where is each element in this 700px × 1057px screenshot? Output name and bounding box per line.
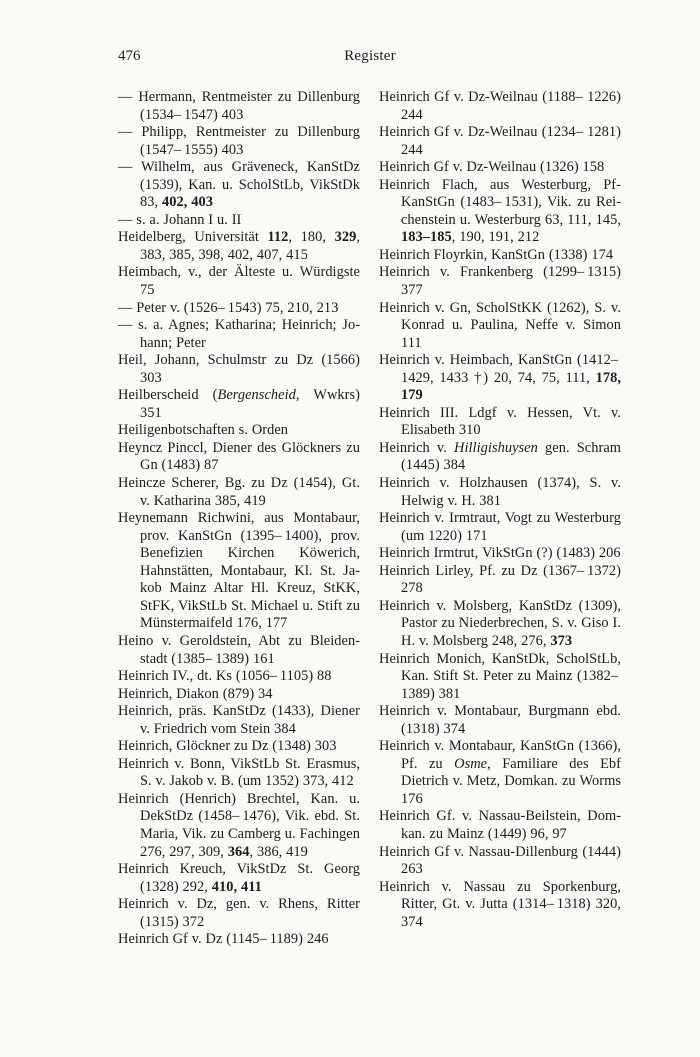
entry-text-segment: 402, 403 [162,194,213,211]
entry-text-segment: Heinrich v. Montabaur, KanStGn (1366), Pf. zu [379,738,621,772]
index-entry [118,212,360,230]
entry-text-segment: Heyncz Pinccl, Diener des Glöckners zu Gn (1483) 87 [118,439,360,474]
index-entry [118,89,360,124]
entry-text-segment: , Wwkrs) 351 [140,387,360,421]
index-entry [379,879,621,932]
index-entry [118,264,360,299]
index-entry [379,563,621,598]
index-entry [118,124,360,159]
entry-text-segment: Heinrich Gf v. Dz-Weilnau (1326) 158 [379,159,605,176]
index-entry [379,89,621,124]
index-entry [118,861,360,896]
entry-text-segment: Heiligenbotschaften s. Orden [118,422,289,439]
index-entry [118,475,360,510]
running-title: Register [344,48,396,64]
entry-text-segment: , 180, [288,229,335,246]
entry-text-segment: Heinrich Gf v. Dz-Weilnau (1188– 1226) 244 [379,89,621,123]
entry-text-segment: 373 [550,632,573,649]
index-entry [118,440,360,475]
index-entry [379,247,621,265]
index-entry [118,422,360,440]
index-entry [379,159,621,177]
entry-text-segment: Heinrich Irmtrut, VikStGn (?) (1483) 206 [379,545,621,562]
index-column-right [379,89,621,949]
entry-text-segment: Heynemann Richwini, aus Montabaur, prov. KanStGn (1395– 1400), prov. Benefizien Kirchen Köwerich, Hahnstätten, Montabaur, Kl. St. Jakob Mainz Altar Hl. Kreuz, StKK, StFK, VikStLb St. Michael u. Stift zu Münstermaifeld 176, 177 [118,510,360,632]
index-entry [118,352,360,387]
index-entry [379,177,621,247]
entry-text-segment: Heinrich v. Montabaur, Burgmann ebd. (1318) 374 [379,703,621,737]
entry-text-segment: 183–185 [401,229,452,246]
entry-text-segment: 410, 411 [211,878,262,895]
entry-text-segment: , 383, 385, 398, 402, 407, 415 [140,229,360,263]
entry-text-segment: Heimbach, v., der Älteste u. Würdigste 75 [118,264,360,299]
entry-text-segment: Heinrich v. Holzhausen (1374), S. v. Helwig v. H. 381 [379,475,621,509]
index-entry [118,756,360,791]
entry-text-segment: Heinrich Gf v. Nassau-Dillenburg (1444) 263 [379,843,621,878]
index-entry [118,159,360,212]
entry-text-segment: Heinrich IV., dt. Ks (1056– 1105) 88 [118,668,332,685]
entry-text-segment: — Wilhelm, aus Gräveneck, KanStDz (1539), Kan. u. ScholStLb, VikStDk 83, [118,159,360,211]
index-entry [379,124,621,159]
entry-text-segment: Heinrich v. Frankenberg (1299– 1315) 377 [379,264,621,299]
entry-text-segment: Heinrich v. Molsberg, KanStDz (1309), Pastor zu Niederbrechen, S. v. Giso I. H. v. Molsberg 248, 276, [379,597,621,649]
index-entry [379,738,621,808]
entry-text-segment: Heinrich v. Irmtraut, Vogt zu Westerburg (um 1220) 171 [379,510,621,544]
entry-text-segment: gen. Schram (1445) 384 [401,439,621,474]
entry-text-segment: — Philipp, Rentmeister zu Dillenburg (1547– 1555) 403 [118,124,360,158]
index-entry [379,475,621,510]
index-entry [379,300,621,353]
index-entry [379,651,621,704]
entry-text-segment: Heinrich v. Nassau zu Sporkenburg, Ritter, Gt. v. Jutta (1314– 1318) 320, 374 [379,878,621,930]
index-entry [379,352,621,405]
index-entry [118,633,360,668]
page-number: 476 [118,48,141,64]
index-entry [379,844,621,879]
index-entry [118,791,360,861]
index-column-left [118,89,360,949]
index-entry [379,405,621,440]
index-entry [379,703,621,738]
entry-text-segment: Heinrich Kreuch, VikStDz St. Georg (1328) 292, [118,861,360,895]
index-entry [379,264,621,299]
entry-text-segment: Heinrich v. [379,439,455,456]
entry-text-segment: Heinrich v. Gn, ScholStKK (1262), S. v. Konrad u. Paulina, Neffe v. Simon 111 [379,299,621,351]
index-entry [379,545,621,563]
entry-text-segment: Heinrich Gf v. Dz-Weilnau (1234– 1281) 244 [379,124,621,158]
index-entry [118,738,360,756]
entry-text-segment: — s. a. Agnes; Katharina; Heinrich; Johann; Peter [118,317,360,351]
index-entry [379,510,621,545]
entry-text-segment: Heinrich Floyrkin, KanStGn (1338) 174 [379,246,614,263]
entry-text-segment: Heinrich Lirley, Pf. zu Dz (1367– 1372) 278 [379,562,621,597]
index-entry [118,896,360,931]
entry-text-segment: 329 [334,229,357,246]
entry-text-segment: Heino v. Geroldstein, Abt zu Bleidenstadt (1385– 1389) 161 [118,632,360,667]
entry-text-segment: Heilberscheid ( [118,387,218,404]
entry-text-segment: Heinrich III. Ldgf v. Hessen, Vt. v. Elisabeth 310 [379,404,621,439]
index-entry [118,387,360,422]
entry-text-segment: Heinrich Monich, KanStDk, ScholStLb, Kan. Stift St. Peter zu Mainz (1382– 1389) 381 [379,650,621,702]
entry-text-segment: Osme, [454,755,491,772]
entry-text-segment: Heinrich, Glöckner zu Dz (1348) 303 [118,738,337,755]
entry-text-segment: Heinrich (Henrich) Brechtel, Kan. u. DekStDz (1458– 1476), Vik. ebd. St. Maria, Vik. zu Camberg u. Fachingen 276, 297, 309, [118,790,360,860]
index-entry [118,703,360,738]
entry-text-segment: — Peter v. (1526– 1543) 75, 210, 213 [118,299,339,316]
entry-text-segment: Heidelberg, Universität [118,229,268,246]
entry-text-segment: Bergenscheid [217,387,296,404]
index-entry [379,598,621,651]
entry-text-segment: Heinrich Gf. v. Nassau-Beilstein, Domkan. zu Mainz (1449) 96, 97 [379,808,621,842]
index-entry [118,229,360,264]
entry-text-segment: — Hermann, Rentmeister zu Dillenburg (1534– 1547) 403 [118,89,360,123]
entry-text-segment: — s. a. Johann I u. II [118,211,242,228]
page-header [118,46,622,66]
entry-text-segment: Heinrich v. Dz, gen. v. Rhens, Ritter (1315) 372 [118,896,360,930]
entry-text-segment: 364 [227,843,250,860]
entry-text-segment: Heinrich Gf v. Dz (1145– 1189) 246 [118,931,329,948]
entry-text-segment: Familiare des Ebf Dietrich v. Metz, Domkan. zu Worms 176 [401,755,621,807]
index-entry [379,440,621,475]
entry-text-segment: , 190, 191, 212 [451,229,540,246]
index-entry [118,686,360,704]
index-entry [118,510,360,633]
entry-text-segment: 178, 179 [401,369,621,404]
entry-text-segment: , 386, 419 [249,843,308,860]
index-entry [379,808,621,843]
entry-text-segment: 112 [267,229,289,246]
entry-text-segment: Heincze Scherer, Bg. zu Dz (1454), Gt. v. Katharina 385, 419 [118,475,360,509]
entry-text-segment: Heinrich Flach, aus Westerburg, Pf-KanStGn (1483– 1531), Vik. zu Reichenstein u. Westerburg 63, 111, 145, [379,176,621,228]
entry-text-segment: Hilligishuysen [454,439,538,456]
index-entry [118,668,360,686]
entry-text-segment: Heinrich v. Bonn, VikStLb St. Erasmus, S. v. Jakob v. B. (um 1352) 373, 412 [118,755,360,790]
entry-text-segment: Heil, Johann, Schulmstr zu Dz (1566) 303 [118,352,360,386]
entry-text-segment: Heinrich v. Heimbach, KanStGn (1412– 1429, 1433 †) 20, 74, 75, 111, [379,352,621,386]
entry-text-segment: Heinrich, präs. KanStDz (1433), Diener v. Friedrich vom Stein 384 [118,703,360,737]
index-entry [118,931,360,949]
index-entry [118,300,360,318]
index-entry [118,317,360,352]
index-columns [118,89,622,949]
entry-text-segment: Heinrich, Diakon (879) 34 [118,685,273,702]
